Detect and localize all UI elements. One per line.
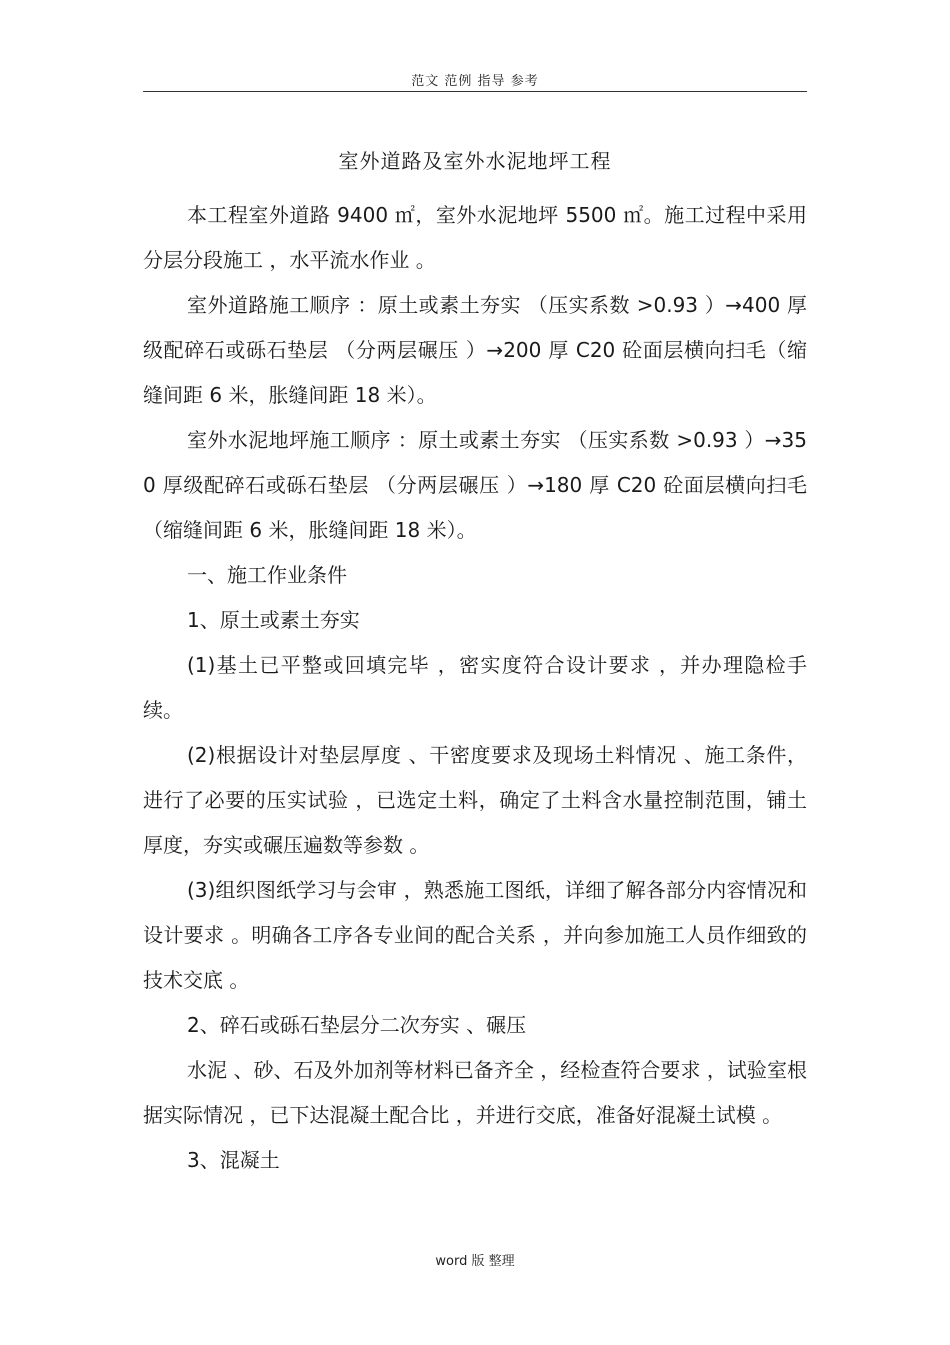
page-footer: word 版 整理 [435, 1254, 515, 1269]
subsection-heading-soil: 1、原土或素土夯实 [187, 608, 360, 632]
paragraph-item-2: (2)根据设计对垫层厚度 、干密度要求及现场土料情况 、施工条件，进行了必要的压实试验 ，已选定土料，确定了土料含水量控制范围，铺土厚度，夯实或碾压遍数等参数 。 [143, 743, 807, 857]
paragraph-item-1: (1)基土已平整或回填完毕 ，密实度符合设计要求 ，并办理隐检手续。 [143, 653, 807, 722]
paragraph-intro: 本工程室外道路 9400 ㎡，室外水泥地坪 5500 ㎡。施工过程中采用分层分段施工 ，水平流水作业 。 [143, 203, 807, 272]
subsection-heading-concrete: 3、混凝土 [187, 1148, 280, 1172]
subsection-heading-gravel: 2、碎石或砾石垫层分二次夯实 、碾压 [187, 1013, 527, 1037]
header-divider [143, 91, 807, 92]
page-header: 范文 范例 指导 参考 [411, 74, 539, 89]
paragraph-road-sequence: 室外道路施工顺序 ：原土或素土夯实 （压实系数 >0.93 ）→400 厚级配碎石或砾石垫层 （分两层碾压 ）→200 厚 C20 砼面层横向扫毛（缩缝间距 6 米，胀缝间距 18 米）。 [143, 293, 807, 407]
document-body [143, 193, 807, 1183]
document-title: 室外道路及室外水泥地坪工程 [338, 149, 612, 173]
paragraph-item-3: (3)组织图纸学习与会审 ，熟悉施工图纸，详细了解各部分内容情况和设计要求 。明确各工序各专业间的配合关系 ，并向参加施工人员作细致的技术交底 。 [143, 878, 807, 992]
paragraph-materials: 水泥 、砂、石及外加剂等材料已备齐全 ，经检查符合要求 ，试验室根据实际情况 ，已下达混凝土配合比 ，并进行交底，准备好混凝土试模 。 [143, 1058, 807, 1127]
paragraph-floor-sequence: 室外水泥地坪施工顺序 ：原土或素土夯实 （压实系数 >0.93 ）→350 厚级配碎石或砾石垫层 （分两层碾压 ）→180 厚 C20 砼面层横向扫毛（缩缝间距 6 米，胀缝间距 18 米）。 [143, 428, 807, 542]
section-heading-conditions: 一、施工作业条件 [187, 563, 347, 587]
